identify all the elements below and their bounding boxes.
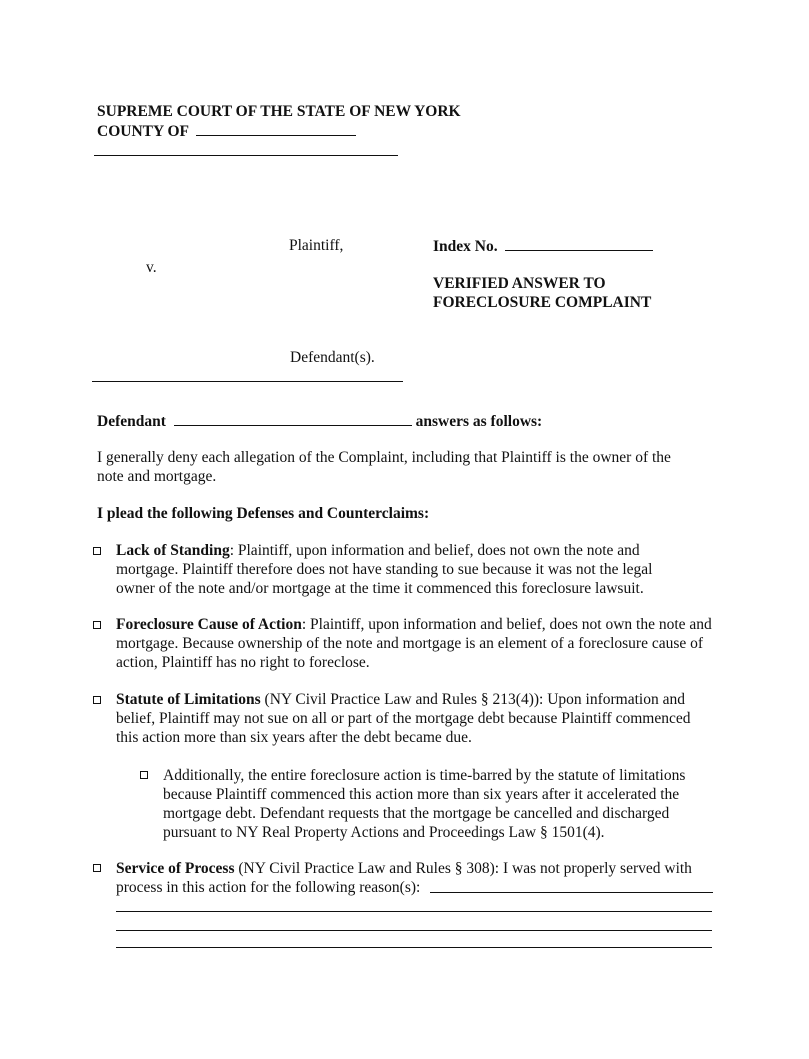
acceleration-paragraph (163, 766, 715, 842)
service-reason-blank-1[interactable] (430, 892, 713, 893)
service-reason-blank-2[interactable] (116, 911, 712, 912)
versus-label: v. (146, 259, 157, 276)
statute-of-limitations-title: Statute of Limitations (116, 691, 261, 708)
caption-top-rule (94, 155, 398, 156)
lack-of-standing-checkbox[interactable] (93, 547, 101, 555)
county-label (97, 121, 356, 141)
defenses-heading: I plead the following Defenses and Counterclaims: (97, 505, 430, 522)
lack-of-standing-title: Lack of Standing (116, 542, 230, 559)
general-denial-text: I generally deny each allegation of the Complaint, including that Plaintiff is the owner of the note and mortgage. (97, 449, 671, 485)
foreclosure-cause-paragraph (116, 615, 716, 672)
index-number-label: Index No. (433, 238, 498, 255)
court-name: SUPREME COURT OF THE STATE OF NEW YORK (97, 103, 461, 120)
answers-as-follows-label: answers as follows: (415, 413, 543, 430)
caption-bottom-rule (92, 381, 403, 382)
service-reason-blank-3[interactable] (116, 930, 712, 931)
acceleration-text: Additionally, the entire foreclosure action is time-barred by the statute of limitations because Plaintiff commenced this action more than six years after it accelerated the mortgage debt. Defendant requests that the mortgage be cancelled and discharged pursuant to NY Real Property Actions and Proceedings Law § 1501(4). (163, 767, 686, 841)
document-title-line2: FORECLOSURE COMPLAINT (433, 294, 652, 311)
service-of-process-title: Service of Process (116, 860, 235, 877)
document-title-line1: VERIFIED ANSWER TO (433, 275, 606, 292)
defendant-label: Defendant(s). (290, 349, 375, 366)
statute-of-limitations-text: (NY Civil Practice Law and Rules § 213(4)): Upon information and belief, Plaintiff may not sue on all or part of the mortgage debt because Plaintiff commenced this action more than six years after the debt became due. (116, 691, 691, 746)
acceleration-checkbox[interactable] (140, 771, 148, 779)
service-of-process-text: (NY Civil Practice Law and Rules § 308): I was not properly served with process in this action for the following reason(s): (116, 860, 692, 896)
county-blank[interactable] (196, 121, 356, 136)
service-reason-blank-4[interactable] (116, 947, 712, 948)
service-of-process-checkbox[interactable] (93, 864, 101, 872)
foreclosure-cause-text: : Plaintiff, upon information and belief, does not own the note and mortgage. Because ownership of the note and mortgage is an element of a foreclosure cause of action, Plaintiff has no right to foreclose. (116, 616, 712, 671)
foreclosure-cause-title: Foreclosure Cause of Action (116, 616, 302, 633)
index-number-field (433, 236, 653, 256)
statute-of-limitations-checkbox[interactable] (93, 696, 101, 704)
lack-of-standing-paragraph (116, 541, 686, 598)
defendant-answer-line (97, 411, 542, 431)
index-number-blank[interactable] (505, 236, 653, 251)
plaintiff-label: Plaintiff, (289, 237, 344, 254)
lack-of-standing-text: : Plaintiff, upon information and belief, does not own the note and mortgage. Plaintiff therefore does not have standing to sue because it was not the legal owner of the note and/or mortgage at the time it commenced this foreclosure lawsuit. (116, 542, 653, 597)
foreclosure-cause-checkbox[interactable] (93, 621, 101, 629)
defendant-answer-label: Defendant (97, 413, 166, 430)
defendant-name-blank[interactable] (174, 411, 412, 426)
statute-of-limitations-paragraph (116, 690, 716, 747)
general-denial-paragraph (97, 448, 697, 486)
county-label-text: COUNTY OF (97, 123, 189, 140)
